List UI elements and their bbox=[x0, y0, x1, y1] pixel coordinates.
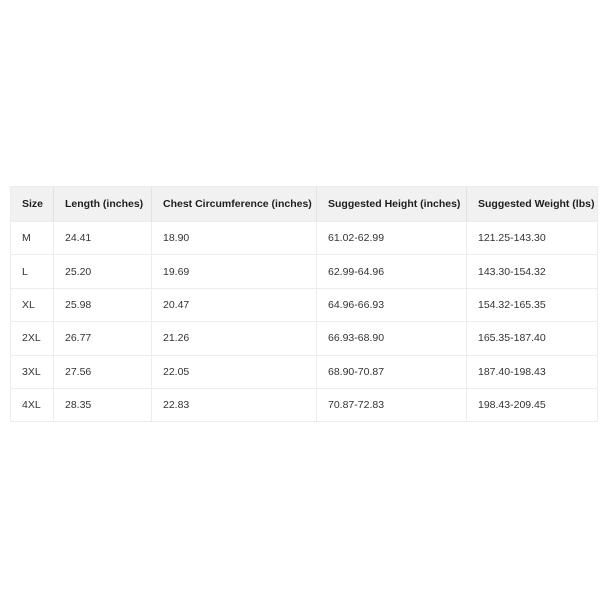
cell-weight: 143.30-154.32 bbox=[467, 254, 597, 287]
cell-height: 70.87-72.83 bbox=[317, 388, 467, 421]
cell-size: 4XL bbox=[11, 388, 54, 421]
cell-size: 2XL bbox=[11, 321, 54, 354]
cell-chest: 19.69 bbox=[152, 254, 317, 287]
header-length: Length (inches) bbox=[54, 187, 152, 221]
header-weight: Suggested Weight (lbs) bbox=[467, 187, 597, 221]
table-row bbox=[11, 355, 597, 388]
cell-height: 64.96-66.93 bbox=[317, 288, 467, 321]
cell-length: 25.98 bbox=[54, 288, 152, 321]
table-row bbox=[11, 388, 597, 421]
cell-height: 66.93-68.90 bbox=[317, 321, 467, 354]
cell-weight: 154.32-165.35 bbox=[467, 288, 597, 321]
cell-length: 27.56 bbox=[54, 355, 152, 388]
cell-height: 61.02-62.99 bbox=[317, 221, 467, 254]
table-header bbox=[11, 187, 597, 221]
cell-height: 68.90-70.87 bbox=[317, 355, 467, 388]
table-body bbox=[11, 221, 597, 421]
table-row bbox=[11, 254, 597, 287]
cell-weight: 121.25-143.30 bbox=[467, 221, 597, 254]
cell-chest: 20.47 bbox=[152, 288, 317, 321]
cell-size: M bbox=[11, 221, 54, 254]
cell-size: 3XL bbox=[11, 355, 54, 388]
header-size: Size bbox=[11, 187, 54, 221]
cell-height: 62.99-64.96 bbox=[317, 254, 467, 287]
cell-weight: 187.40-198.43 bbox=[467, 355, 597, 388]
header-height: Suggested Height (inches) bbox=[317, 187, 467, 221]
size-table bbox=[10, 186, 598, 422]
size-chart bbox=[10, 186, 598, 422]
header-row bbox=[11, 187, 597, 221]
cell-chest: 22.83 bbox=[152, 388, 317, 421]
table-row bbox=[11, 321, 597, 354]
table-row bbox=[11, 221, 597, 254]
header-chest: Chest Circumference (inches) bbox=[152, 187, 317, 221]
cell-chest: 22.05 bbox=[152, 355, 317, 388]
cell-length: 24.41 bbox=[54, 221, 152, 254]
cell-chest: 21.26 bbox=[152, 321, 317, 354]
cell-chest: 18.90 bbox=[152, 221, 317, 254]
cell-weight: 198.43-209.45 bbox=[467, 388, 597, 421]
cell-size: XL bbox=[11, 288, 54, 321]
cell-weight: 165.35-187.40 bbox=[467, 321, 597, 354]
cell-length: 28.35 bbox=[54, 388, 152, 421]
table-row bbox=[11, 288, 597, 321]
cell-length: 25.20 bbox=[54, 254, 152, 287]
cell-size: L bbox=[11, 254, 54, 287]
cell-length: 26.77 bbox=[54, 321, 152, 354]
